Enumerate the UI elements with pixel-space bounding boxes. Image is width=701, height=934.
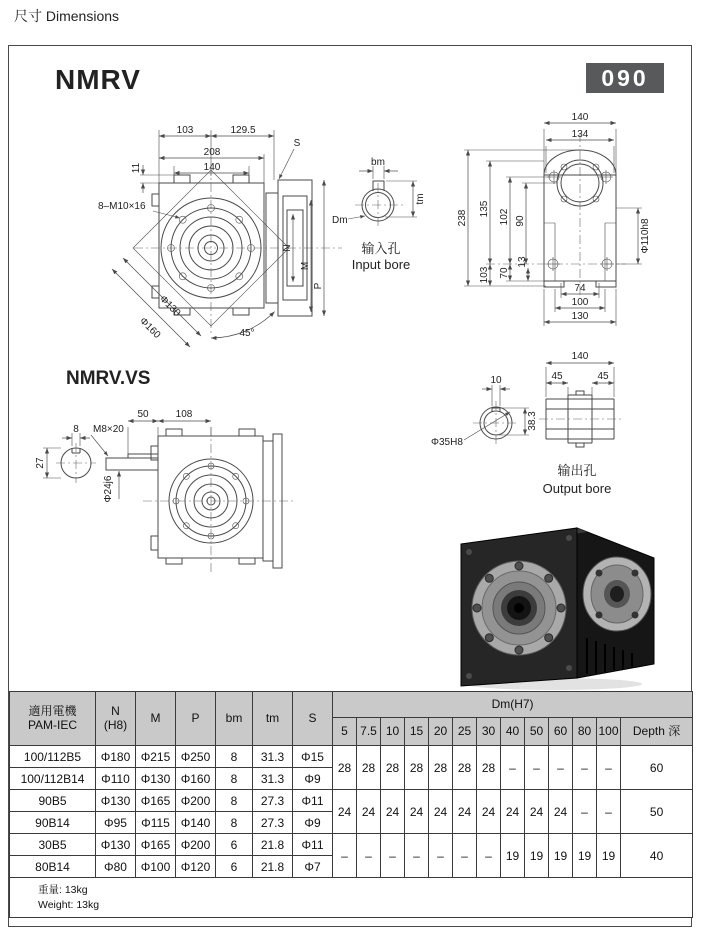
dim-label: 102	[499, 208, 510, 226]
input-bore-caption-cn: 输入孔	[361, 241, 401, 256]
dim-label: Dm	[332, 215, 348, 226]
dm-col-header: 20	[429, 718, 453, 746]
output-bore-drawing	[429, 351, 701, 516]
side-view-drawing	[456, 113, 701, 368]
dim-label: 140	[571, 112, 589, 123]
table-row: 90B5 Φ130 Φ165 Φ200 8 27.3 Φ11 24 24 24 24 24 24 24 24 24 24 – – 50	[10, 790, 693, 812]
weight-note: 重量: 13kg Weight: 13kg	[10, 878, 693, 918]
dim-label: 50	[137, 409, 149, 420]
dm-col-header: 10	[381, 718, 405, 746]
dim-label: 10	[490, 375, 502, 386]
motor-flange	[583, 557, 651, 631]
table-row: 100/112B14 Φ110 Φ130 Φ160 8 31.3 Φ9	[10, 768, 693, 790]
table-row: 100/112B5 Φ180 Φ215 Φ250 8 31.3 Φ15 28 28 28 28 28 28 28 – – – – – 60	[10, 746, 693, 768]
dim-label: 103	[176, 125, 194, 136]
dim-label: bm	[371, 157, 385, 168]
dim-label: 74	[574, 283, 586, 294]
dim-label: Φ110h8	[640, 218, 651, 254]
col-header-dm-group: Dm(H7)	[333, 692, 693, 718]
dim-label: Φ24j6	[103, 475, 114, 503]
table-row: 80B14 Φ80 Φ100 Φ120 6 21.8 Φ7	[10, 856, 693, 878]
product-photo	[449, 506, 664, 691]
col-header-bm: bm	[216, 692, 253, 746]
dim-label: Φ160	[137, 315, 163, 341]
output-bore-caption-cn: 输出孔	[557, 463, 597, 478]
dim-label: tm	[415, 193, 426, 205]
dm-col-header: 5	[333, 718, 357, 746]
dim-label: 38.3	[527, 411, 538, 431]
dim-label: 208	[203, 147, 221, 158]
dim-label: 130	[571, 311, 589, 322]
col-header-motor: 適用電機 PAM-IEC	[10, 692, 96, 746]
bolt-note: 8–M10×16	[98, 201, 146, 212]
dim-label: 135	[479, 200, 490, 218]
dim-label: 103	[479, 266, 490, 284]
nmrv-front-view-drawing	[96, 116, 346, 374]
dm-col-header: 80	[573, 718, 597, 746]
doc-title: 尺寸 Dimensions	[14, 8, 120, 24]
input-bore-drawing	[331, 151, 446, 281]
dm-col-header: 7.5	[357, 718, 381, 746]
vs-model-title: NMRV.VS	[66, 368, 151, 389]
dim-label: 134	[571, 129, 589, 140]
page-frame	[8, 45, 692, 927]
dm-col-header: 40	[501, 718, 525, 746]
dm-col-header: 50	[525, 718, 549, 746]
thread-note: M8×20	[93, 424, 124, 435]
col-header-m: M	[136, 692, 176, 746]
dim-label: S	[293, 138, 301, 149]
dim-label: Φ35H8	[431, 437, 463, 448]
dm-col-header: 25	[453, 718, 477, 746]
dim-label: 8	[73, 424, 79, 435]
col-header-tm: tm	[253, 692, 293, 746]
dim-label: 70	[499, 267, 510, 279]
nmrv-vs-drawing	[31, 401, 351, 631]
table-row: 90B14 Φ95 Φ115 Φ140 8 27.3 Φ9	[10, 812, 693, 834]
dim-label: 140	[571, 351, 589, 362]
input-bore-caption-en: Input bore	[351, 257, 411, 272]
dm-col-header: 15	[405, 718, 429, 746]
dim-label: 238	[457, 209, 468, 227]
dim-label: 90	[515, 215, 526, 227]
table-row: 30B5 Φ130 Φ165 Φ200 6 21.8 Φ11 – – – – – – – 19 19 19 19 19 40	[10, 834, 693, 856]
col-header-p: P	[176, 692, 216, 746]
dim-label: 45	[597, 371, 609, 382]
dim-label: 11	[131, 162, 142, 174]
col-header-s: S	[293, 692, 333, 746]
col-header-depth: Depth 深	[621, 718, 693, 746]
weight-note-row	[10, 878, 693, 918]
model-title: NMRV	[55, 64, 141, 95]
dim-label: 129.5	[230, 125, 256, 136]
dim-label: Φ130	[157, 293, 183, 319]
dm-col-header: 30	[477, 718, 501, 746]
col-header-n: N (H8)	[96, 692, 136, 746]
size-badge: 090	[586, 63, 664, 93]
dim-label: 13	[517, 256, 528, 268]
front-flange	[472, 561, 566, 655]
dim-label: 108	[175, 409, 193, 420]
dim-label: 27	[35, 457, 46, 469]
dim-label: 45	[551, 371, 563, 382]
dim-label: 100	[571, 297, 589, 308]
dm-col-header: 100	[597, 718, 621, 746]
dim-label: 140	[203, 162, 221, 173]
output-bore-caption-en: Output bore	[542, 481, 612, 496]
dim-label: P	[313, 282, 324, 290]
angle-label: 45°	[239, 328, 255, 339]
dm-col-header: 60	[549, 718, 573, 746]
dim-label: M	[300, 261, 311, 271]
dim-label: N	[282, 244, 293, 252]
dimension-table	[9, 691, 693, 918]
